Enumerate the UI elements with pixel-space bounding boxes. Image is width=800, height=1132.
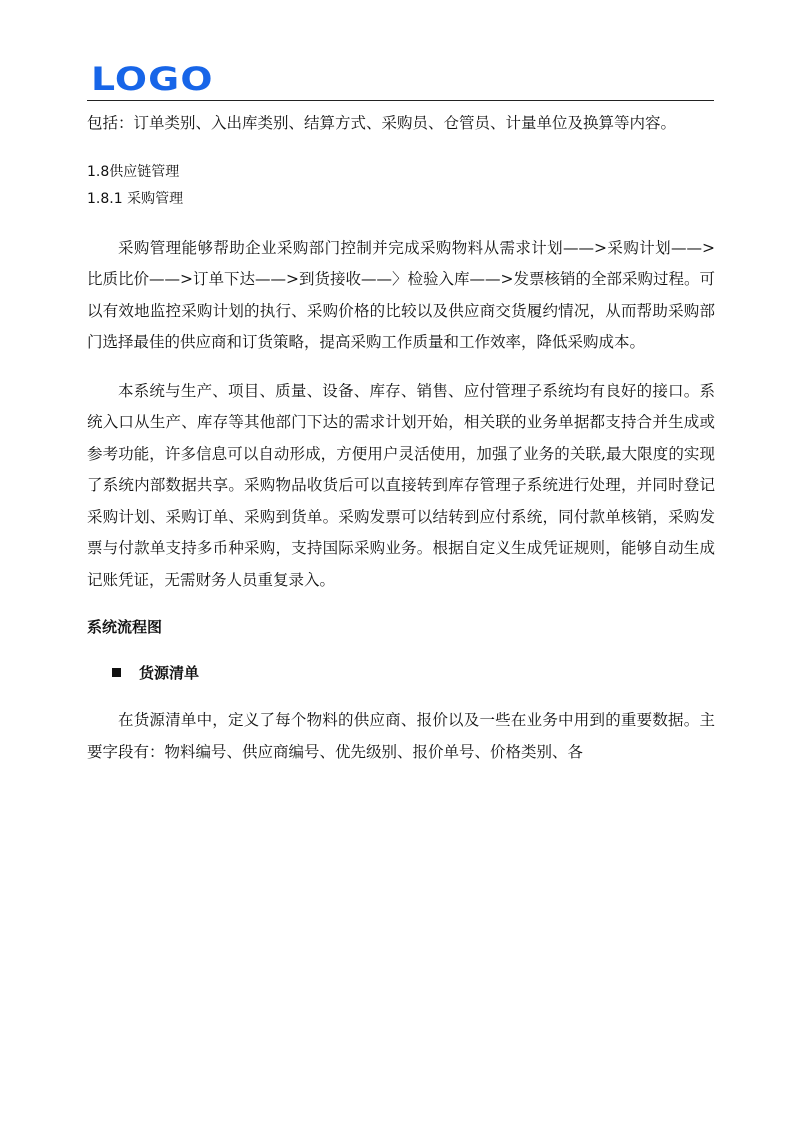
paragraph-system-interfaces: 本系统与生产、项目、质量、设备、库存、销售、应付管理子系统均有良好的接口。系统入口从生产、库存等其他部门下达的需求计划开始，相关联的业务单据都支持合并生成或参考功能，许多信息可以自动形成，方便用户灵活使用，加强了业务的关联,最大限度的实现了系统内部数据共享。采购物品收货后可以直接转到库存管理子系统进行处理，并同时登记采购计划、采购订单、采购到货单。采购发票可以结转到应付系统，同付款单核销，采购发票与付款单支持多币种采购，支持国际采购业务。根据自定义生成凭证规则，能够自动生成记账凭证，无需财务人员重复录入。 bbox=[87, 381, 715, 589]
square-bullet-icon bbox=[112, 668, 121, 677]
bullet-label: 货源清单 bbox=[139, 663, 200, 682]
logo: LOGO bbox=[91, 60, 214, 98]
document-body bbox=[87, 108, 715, 768]
page-header bbox=[87, 62, 714, 101]
intro-paragraph: 包括：订单类别、入出库类别、结算方式、采购员、仓管员、计量单位及换算等内容。 bbox=[87, 114, 677, 132]
paragraph-source-list: 在货源清单中，定义了每个物料的供应商、报价以及一些在业务中用到的重要数据。主要字段有：物料编号、供应商编号、优先级别、报价单号、价格类别、各 bbox=[87, 711, 715, 761]
flow-heading: 系统流程图 bbox=[87, 618, 163, 636]
paragraph-procurement-overview: 采购管理能够帮助企业采购部门控制并完成采购物料从需求计划——>采购计划——>比质比价——>订单下达——>到货接收——〉检验入库——>发票核销的全部采购过程。可以有效地监控采购计划的执行、采购价格的比较以及供应商交货履约情况，从而帮助采购部门选择最佳的供应商和订货策略，提高采购工作质量和工作效率，降低采购成本。 bbox=[87, 238, 715, 351]
section-heading: 1.8供应链管理 bbox=[87, 163, 180, 180]
subsection-heading: 1.8.1 采购管理 bbox=[87, 190, 184, 207]
bullet-item bbox=[87, 657, 715, 687]
